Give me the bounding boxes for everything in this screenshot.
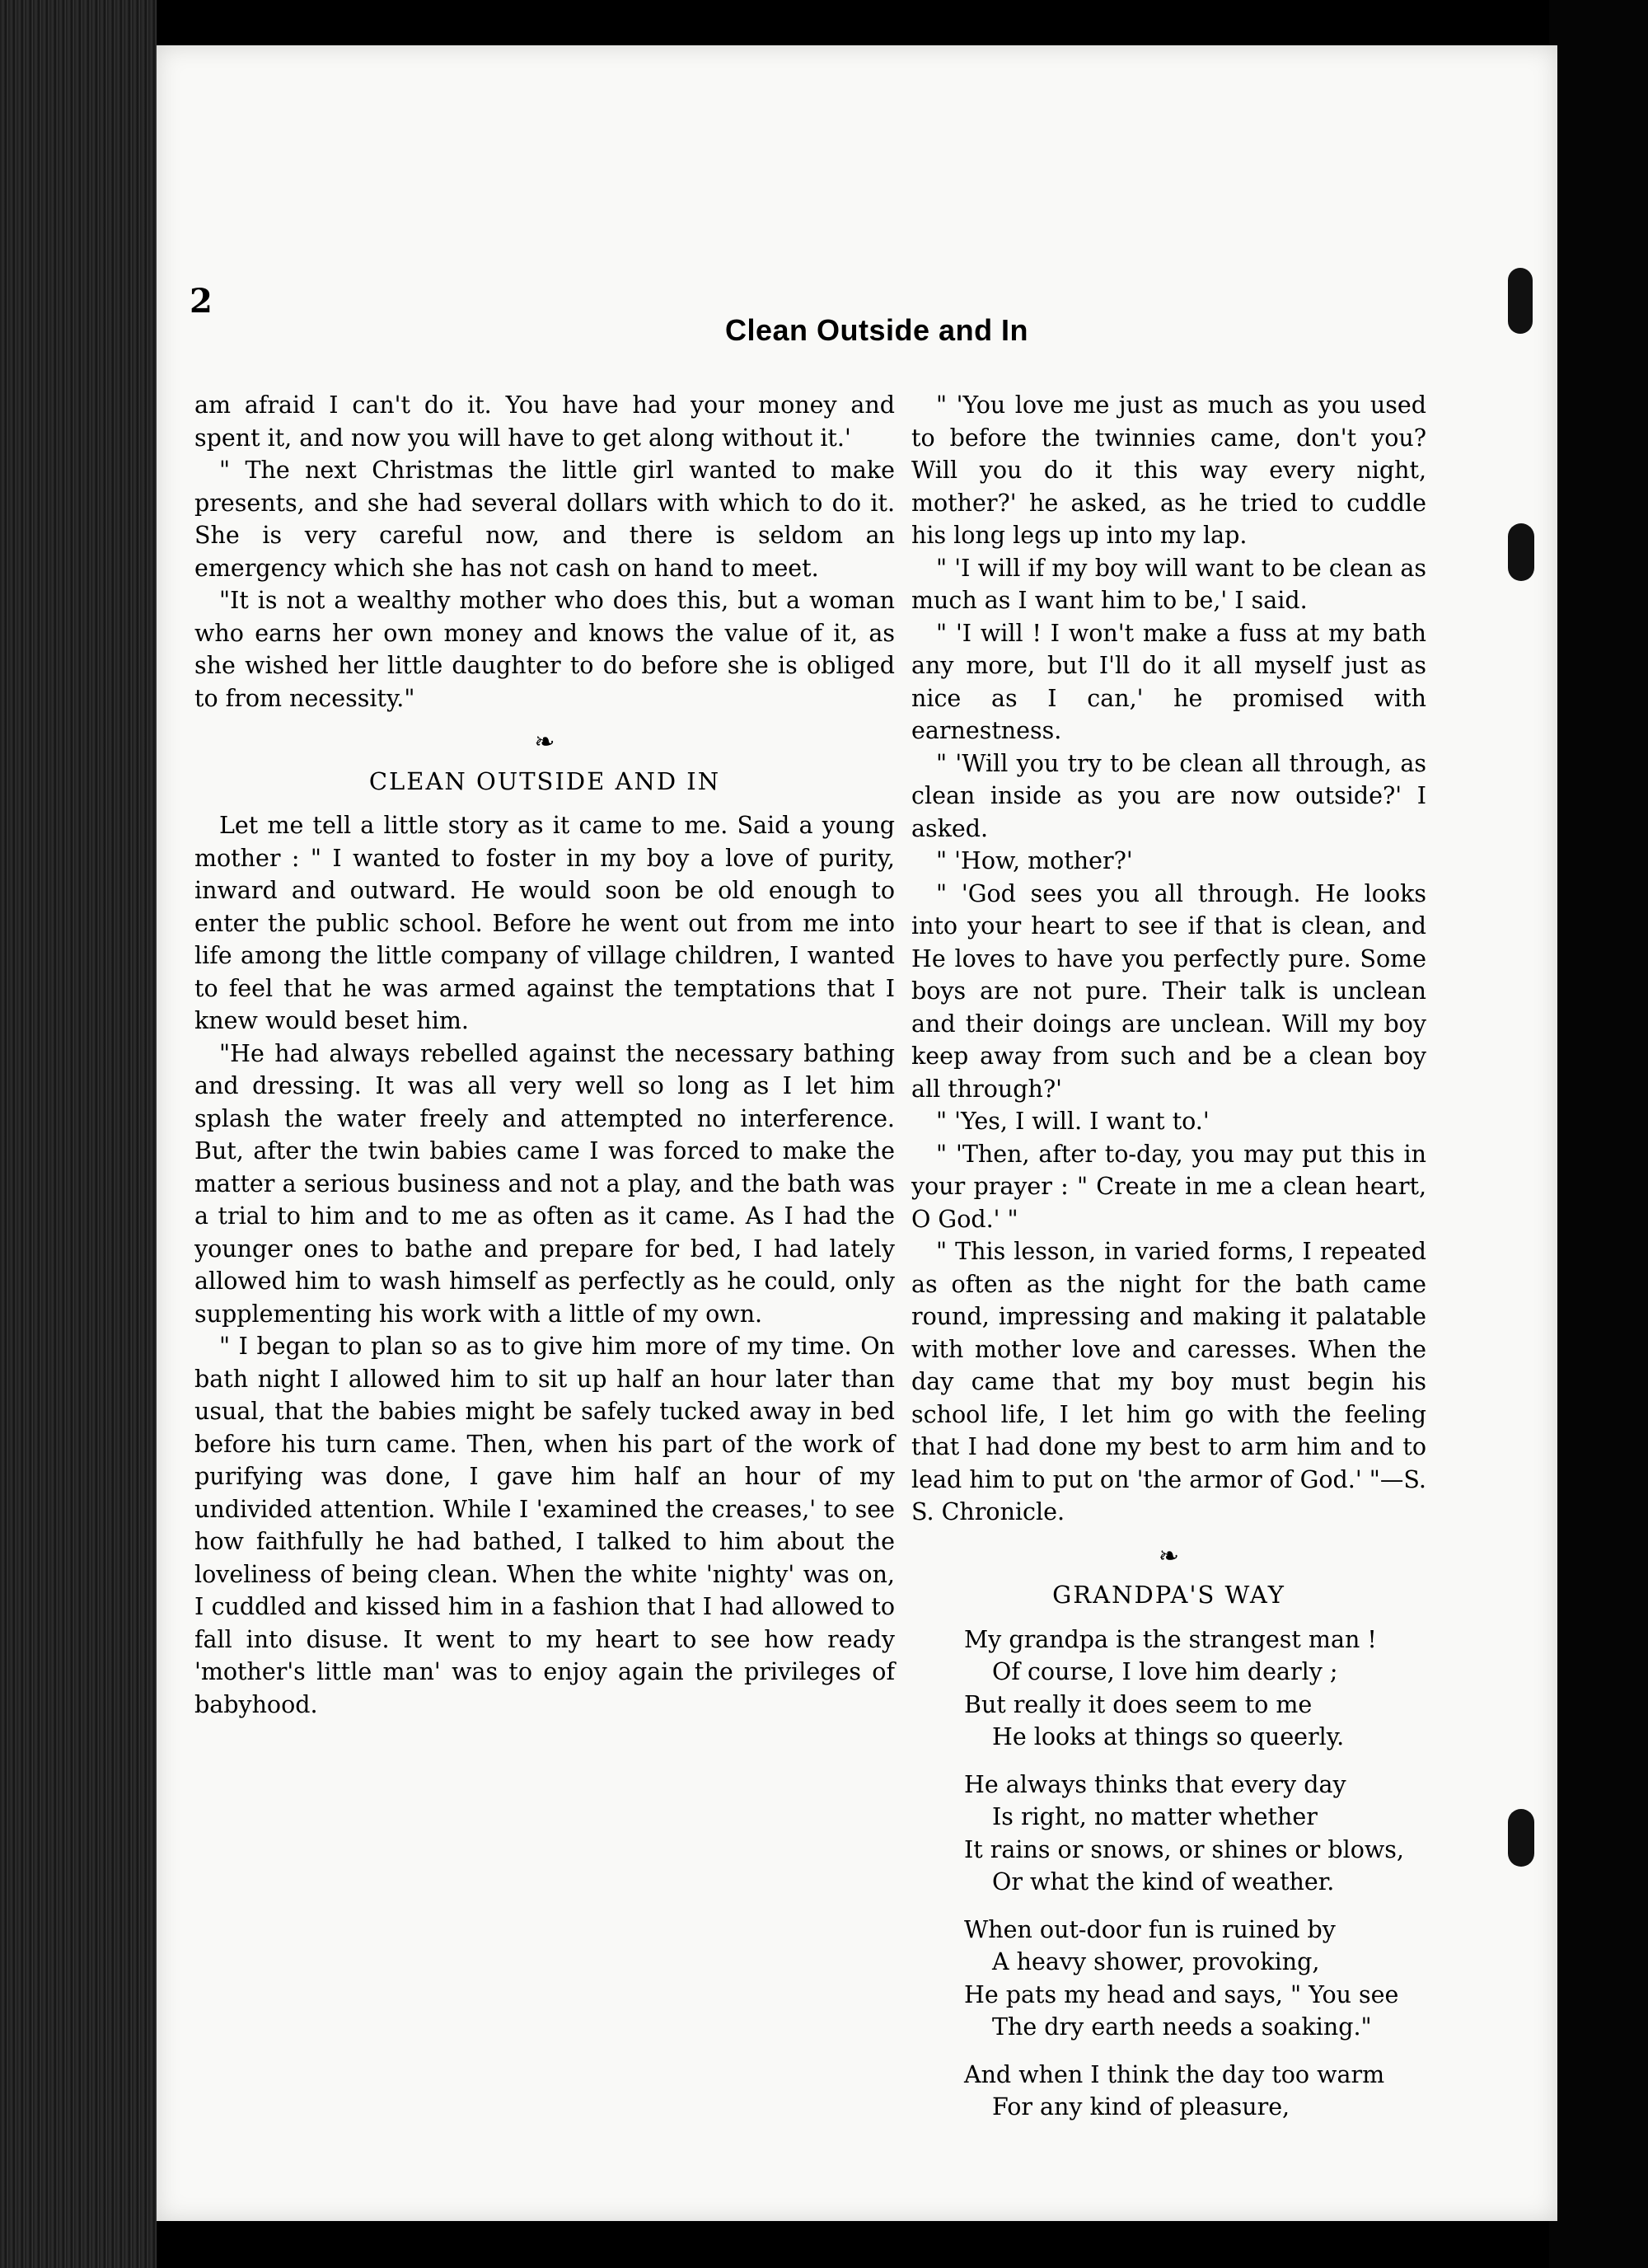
left-column: [194, 389, 895, 1721]
section-title: CLEAN OUTSIDE AND IN: [368, 766, 721, 795]
paragraph: "It is not a wealthy mother who does this, but a woman who earns her own money and knows the value of it, as she wished her little daughter to do before she is obliged to from necessity.": [194, 587, 895, 712]
ornament: ❧: [534, 728, 555, 757]
right-column: [911, 389, 1426, 2139]
ornament: ❧: [1158, 1541, 1180, 1571]
poem-line: He pats my head and says, " You see: [964, 1980, 1399, 2008]
poem: [911, 1624, 1426, 2124]
poem-stanza: [964, 1624, 1426, 1754]
poem-stanza: [964, 1914, 1426, 2044]
paragraph: " The next Christmas the little girl wanted to make presents, and she had several dollars with which to do it. She is very careful now, and there is seldom an emergency which she has not cash on hand to meet.: [194, 457, 895, 582]
paragraph: " This lesson, in varied forms, I repeated as often as the night for the bath came round, impressing and making it palatable with mother love and caresses. When the day came that my boy must begin his school life, I let him go with the feeling that I had done my best to arm him and to lead him to put on 'the armor of God.' "—S. S. Chronicle.: [911, 1238, 1426, 1525]
poem-line: Or what the kind of weather.: [992, 1868, 1335, 1895]
paragraph: " 'God sees you all through. He looks into your heart to see if that is clean, and He loves to have you perfectly pure. Some boys are not pure. Their talk is unclean and their doings are unclean. Will my boy keep away from such and be a clean boy all through?': [911, 879, 1426, 1103]
poem-stanza: [964, 1769, 1426, 1899]
poem-line: For any kind of pleasure,: [992, 2093, 1290, 2120]
paragraph: " I began to plan so as to give him more of my time. On bath night I allowed him to sit up half an hour later than usual, that the babies might be safely tucked away in bed before his turn came. Then, when his part of the work of purifying was done, I gave him half an hour of my undivided attention. While I 'examined the creases,' to see how faithfully he had bathed, I talked to him about the loveliness of being clean. When the white 'nighty' was on, I cuddled and kissed him in a fashion that I had allowed to fall into disuse. It went to my heart to see how ready 'mother's little man' was to enjoy again the privileges of babyhood.: [194, 1333, 895, 1718]
paragraph: am afraid I can't do it. You have had your money and spent it, and now you will have to get along without it.': [194, 391, 895, 452]
page-number: 2: [190, 282, 213, 321]
right-edge: [1549, 0, 1648, 2268]
poem-line: And when I think the day too warm: [964, 2060, 1385, 2088]
poem-line: Of course, I love him dearly ;: [992, 1658, 1338, 1685]
binding-clip-bottom: [1508, 1809, 1534, 1867]
paragraph: " 'I will if my boy will want to be clean as much as I want him to be,' I said.: [911, 554, 1426, 614]
paragraph: " 'How, mother?': [936, 847, 1133, 874]
poem-line: When out-door fun is ruined by: [964, 1915, 1336, 1943]
paragraph: Let me tell a little story as it came to me. Said a young mother : " I wanted to foster in my boy a love of purity, inward and outward. He would soon be old enough to enter the public school. Before he went out from me into life among the little company of village children, I wanted to feel that he was armed against the temptations that I knew would beset him.: [194, 812, 895, 1034]
poem-line: He looks at things so queerly.: [992, 1723, 1345, 1750]
binding-clip-middle: [1508, 523, 1534, 581]
poem-line: Is right, no matter whether: [992, 1803, 1318, 1830]
poem-line: But really it does seem to me: [964, 1690, 1313, 1718]
poem-line: The dry earth needs a soaking.": [992, 2013, 1372, 2041]
poem-line: A heavy shower, provoking,: [992, 1948, 1320, 1975]
paragraph: " 'You love me just as much as you used to before the twinnies came, don't you? Will you do it this way every night, mother?' he asked, as he tried to cuddle his long legs up into my lap.: [911, 391, 1426, 549]
paragraph: " 'Yes, I will. I want to.': [936, 1108, 1210, 1135]
paragraph: " 'Then, after to-day, you may put this in your prayer : " Create in me a clean heart, O God.' ": [911, 1140, 1426, 1233]
poem-title: GRANDPA'S WAY: [1052, 1581, 1285, 1609]
paragraph: " 'I will ! I won't make a fuss at my bath any more, but I'll do it all myself just as nice as I can,' he promised with earnestness.: [911, 619, 1426, 744]
poem-line: He always thinks that every day: [964, 1770, 1346, 1798]
binding-clip-top: [1508, 268, 1533, 334]
paragraph: "He had always rebelled against the necessary bathing and dressing. It was all very well so long as I let him splash the water freely and attempted no interference. But, after the twin babies came I was forced to make the matter a serious business and not a play, and the bath was a trial to him and to me as often as it came. As I had the younger ones to bathe and prepare for bed, I had lately allowed him to wash himself as perfectly as he could, only supplementing his work with a little of my own.: [194, 1039, 895, 1328]
poem-line: It rains or snows, or shines or blows,: [964, 1835, 1404, 1863]
book-edge: [0, 0, 157, 2268]
poem-line: My grandpa is the strangest man !: [964, 1625, 1377, 1653]
paragraph: " 'Will you try to be clean all through, as clean inside as you are now outside?' I asked.: [911, 749, 1426, 842]
running-head: Clean Outside and In: [725, 313, 1029, 347]
poem-stanza: [964, 2059, 1426, 2124]
